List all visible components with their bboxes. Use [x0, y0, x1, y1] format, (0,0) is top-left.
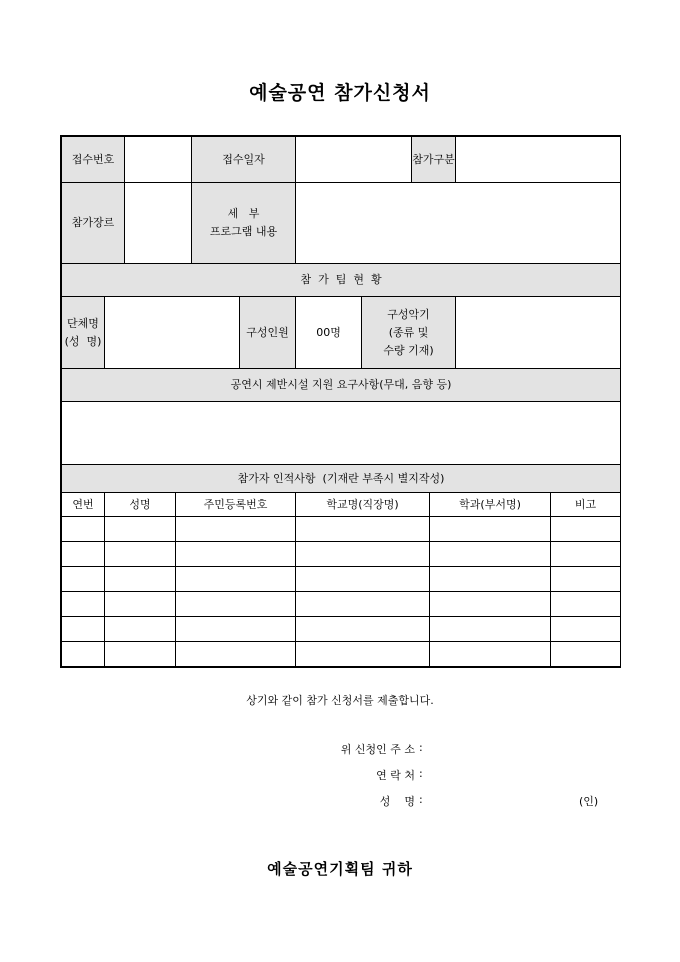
- cell-no[interactable]: [62, 567, 105, 592]
- cell-name[interactable]: [105, 542, 176, 567]
- program-detail-field[interactable]: [296, 183, 621, 264]
- facility-request-field[interactable]: [62, 402, 621, 465]
- cell-department[interactable]: [430, 642, 551, 667]
- address-colon: :: [419, 741, 423, 754]
- form-table: [61, 136, 621, 667]
- instruments-label: [362, 297, 456, 369]
- cell-no[interactable]: [62, 592, 105, 617]
- personnel-header: 참가자 인적사항 (기재란 부족시 별지작성): [62, 465, 621, 493]
- cell-school[interactable]: [296, 517, 430, 542]
- genre-row: [62, 183, 621, 264]
- cell-note[interactable]: [551, 642, 621, 667]
- column-header-school: 학교명(직장명): [296, 493, 430, 517]
- contact-label: 연 락 처: [376, 769, 415, 782]
- cell-name[interactable]: [105, 617, 176, 642]
- name-label: 성 명: [379, 795, 415, 808]
- cell-resident-no[interactable]: [176, 567, 296, 592]
- contact-colon: :: [419, 767, 423, 780]
- cell-note[interactable]: [551, 567, 621, 592]
- facility-header-row: [62, 369, 621, 402]
- table-row: [62, 542, 621, 567]
- name-colon: :: [419, 793, 423, 806]
- application-form: [60, 135, 621, 668]
- table-row: [62, 567, 621, 592]
- instruments-field[interactable]: [456, 297, 621, 369]
- program-detail-line-2: 프로그램 내용: [209, 225, 278, 238]
- cell-school[interactable]: [296, 592, 430, 617]
- cell-note[interactable]: [551, 592, 621, 617]
- cell-no[interactable]: [62, 642, 105, 667]
- addressee: 예술공연기획팀 귀하: [267, 860, 413, 878]
- cell-resident-no[interactable]: [176, 642, 296, 667]
- program-detail-label: [192, 183, 296, 264]
- table-row: [62, 517, 621, 542]
- cell-resident-no[interactable]: [176, 517, 296, 542]
- cell-department[interactable]: [430, 617, 551, 642]
- members-label: 구성인원: [240, 297, 296, 369]
- cell-department[interactable]: [430, 542, 551, 567]
- seal-mark: (인): [579, 795, 599, 808]
- category-label: 참가구분: [412, 137, 456, 183]
- reception-row: [62, 137, 621, 183]
- submission-statement: 상기와 같이 참가 신청서를 제출합니다.: [246, 694, 434, 707]
- group-name-line-2: (성 명): [64, 334, 102, 348]
- genre-field[interactable]: [125, 183, 192, 264]
- cell-no[interactable]: [62, 517, 105, 542]
- facility-row: [62, 402, 621, 465]
- group-name-field[interactable]: [105, 297, 240, 369]
- table-row: [62, 592, 621, 617]
- members-value[interactable]: 00명: [296, 297, 362, 369]
- cell-name[interactable]: [105, 642, 176, 667]
- team-header-row: [62, 264, 621, 297]
- cell-school[interactable]: [296, 642, 430, 667]
- reception-date-field[interactable]: [296, 137, 412, 183]
- table-row: [62, 617, 621, 642]
- personnel-columns-row: [62, 493, 621, 517]
- cell-no[interactable]: [62, 617, 105, 642]
- address-line: [295, 741, 595, 757]
- column-header-resident-no: 주민등록번호: [176, 493, 296, 517]
- cell-name[interactable]: [105, 567, 176, 592]
- category-field[interactable]: [456, 137, 621, 183]
- program-detail-line-1: 세 부: [227, 207, 260, 220]
- team-status-header: 참 가 팀 현 황: [62, 264, 621, 297]
- cell-name[interactable]: [105, 592, 176, 617]
- reception-no-field[interactable]: [125, 137, 192, 183]
- team-row: [62, 297, 621, 369]
- group-name-line-1: 단체명: [67, 316, 99, 330]
- cell-note[interactable]: [551, 542, 621, 567]
- form-title: 예술공연 참가신청서: [249, 82, 431, 104]
- reception-no-label: 접수번호: [62, 137, 125, 183]
- reception-date-label: 접수일자: [192, 137, 296, 183]
- personnel-header-row: [62, 465, 621, 493]
- cell-department[interactable]: [430, 592, 551, 617]
- cell-resident-no[interactable]: [176, 542, 296, 567]
- table-row: [62, 642, 621, 667]
- cell-name[interactable]: [105, 517, 176, 542]
- instruments-line-3: 수량 기재): [383, 343, 434, 357]
- column-header-note: 비고: [551, 493, 621, 517]
- instruments-line-2: (종류 및: [388, 325, 429, 339]
- cell-school[interactable]: [296, 617, 430, 642]
- cell-note[interactable]: [551, 617, 621, 642]
- name-line: [295, 793, 595, 809]
- group-name-label: [62, 297, 105, 369]
- facility-request-header: 공연시 제반시설 지원 요구사항(무대, 음향 등): [62, 369, 621, 402]
- cell-department[interactable]: [430, 517, 551, 542]
- cell-resident-no[interactable]: [176, 617, 296, 642]
- cell-school[interactable]: [296, 542, 430, 567]
- cell-note[interactable]: [551, 517, 621, 542]
- column-header-name: 성명: [105, 493, 176, 517]
- address-label: 위 신청인 주 소: [340, 743, 415, 756]
- cell-no[interactable]: [62, 542, 105, 567]
- cell-department[interactable]: [430, 567, 551, 592]
- column-header-department: 학과(부서명): [430, 493, 551, 517]
- contact-line: [295, 767, 595, 783]
- cell-resident-no[interactable]: [176, 592, 296, 617]
- column-header-no: 연번: [62, 493, 105, 517]
- cell-school[interactable]: [296, 567, 430, 592]
- instruments-line-1: 구성악기: [387, 307, 430, 321]
- genre-label: 참가장르: [62, 183, 125, 264]
